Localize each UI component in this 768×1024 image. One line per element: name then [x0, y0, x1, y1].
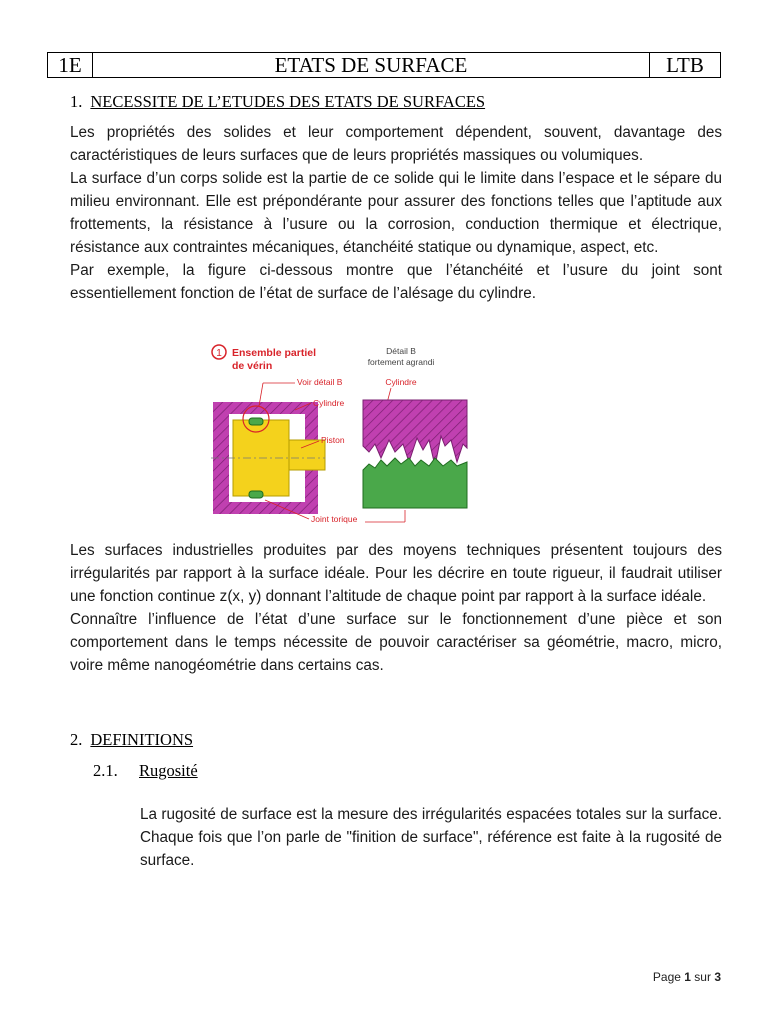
section-1-heading: [70, 92, 485, 112]
section-1-intro: [70, 121, 722, 305]
detail-seal-profile: [363, 458, 467, 508]
piston-rod: [289, 440, 325, 470]
detail-label-line2: fortement agrandi: [367, 357, 435, 367]
header-title: ETATS DE SURFACE: [93, 53, 650, 77]
page-footer: [653, 970, 721, 984]
label-voir-detail: Voir détail B: [297, 377, 343, 387]
paragraph: La surface d’un corps solide est la partie de ce solide qui le limite dans l’espace et le sépare du milieu environnant. Elle est prépondérante pour assurer des fonctions telles que l’aptitude aux frottements, la résistance à l’usure ou la corrosion, conduction thermique et électrique, résistance aux contraintes mécaniques, étanchéité statique ou dynamique, aspect, etc.: [70, 170, 722, 256]
o-ring-bottom: [249, 491, 263, 498]
header-level: 1E: [48, 53, 93, 77]
section-2-1-number: 2.1.: [93, 761, 118, 780]
detail-cylinder-profile: [363, 400, 467, 466]
section-2-heading: [70, 730, 193, 750]
label-joint: Joint torique: [311, 514, 358, 524]
section-2-1-title: Rugosité: [139, 761, 198, 780]
page-label: Page: [652, 970, 681, 984]
label-piston: Piston: [321, 435, 345, 445]
section-2-number: 2.: [70, 730, 83, 749]
page-number: 1: [684, 970, 691, 984]
page-total: 3: [714, 970, 721, 984]
paragraph: Les propriétés des solides et leur comportement dépendent, souvent, davantage des caractéristiques de leurs surfaces que de leurs propriétés massiques ou volumiques.: [70, 124, 722, 164]
paragraph: La rugosité de surface est la mesure des irrégularités espacées totales sur la surface. Chaque fois que l’on parle de "finition de surface", référence est faite à la rugosité de surface.: [140, 806, 722, 869]
section-1-title: NECESSITE DE L’ETUDES DES ETATS DE SURFACES: [90, 92, 486, 111]
paragraph: Par exemple, la figure ci-dessous montre que l’étanchéité et l’usure du joint sont essentiellement fonction de l’état de surface de l’alésage du cylindre.: [70, 262, 722, 302]
paragraph: Les surfaces industrielles produites par des moyens techniques présentent toujours des irrégularités par rapport à la surface idéale. Pour les décrire en toute rigueur, il faudrait utiliser une fonction continue z(x, y) donnant l’altitude de chaque point par rapport à la surface idéale.: [70, 542, 722, 605]
figure-title-line1: Ensemble partiel: [232, 347, 317, 359]
page-sur: sur: [694, 970, 711, 984]
section-1-continued: [70, 539, 722, 677]
section-2-title: DEFINITIONS: [90, 730, 194, 749]
header-table: [47, 52, 721, 78]
detail-label-line1: Détail B: [386, 346, 416, 356]
badge-number: 1: [216, 348, 222, 359]
section-1-number: 1.: [70, 92, 83, 111]
detail-cylindre-label: Cylindre: [385, 377, 417, 387]
label-cylindre: Cylindre: [313, 398, 345, 408]
figure-title-line2: de vérin: [232, 360, 273, 372]
section-2-1-body: [140, 803, 722, 872]
section-2-1-heading: [93, 761, 198, 781]
o-ring-top: [249, 418, 263, 425]
paragraph: Connaître l’influence de l’état d’une surface sur le fonctionnement d’une pièce et son comportement dans le temps nécessite de pouvoir caractériser sa géométrie, macro, micro, voire même nanogéométrie dans certains cas.: [70, 611, 722, 674]
header-school: LTB: [666, 52, 704, 77]
cylinder-figure: [205, 340, 475, 530]
